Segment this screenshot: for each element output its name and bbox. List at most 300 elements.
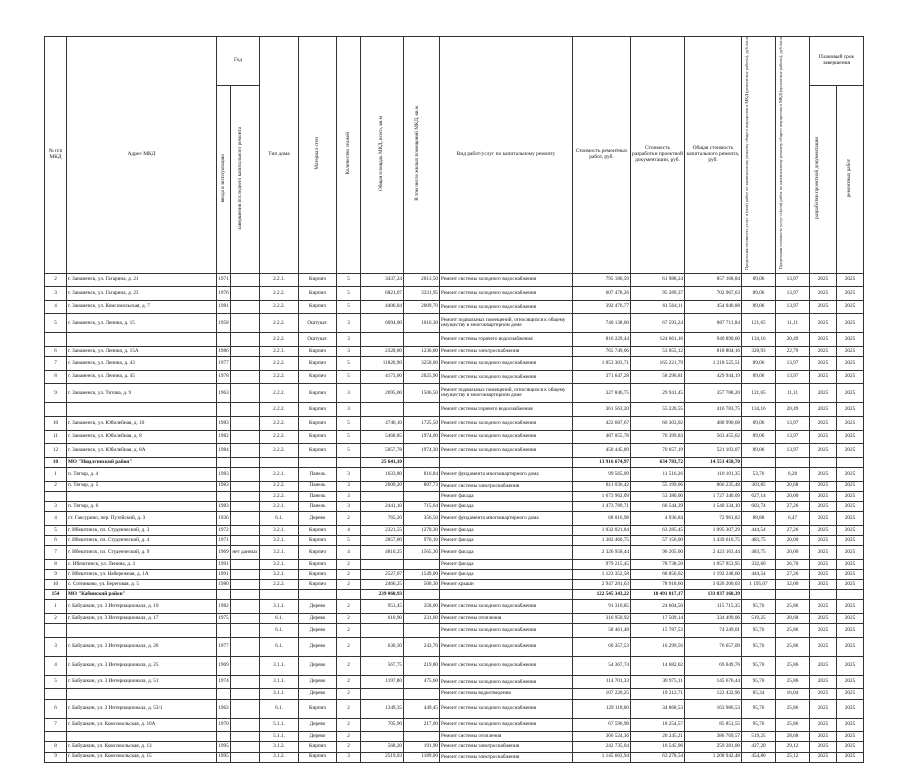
cell-floors: 2 — [337, 656, 361, 675]
cell-total-area: 2466,25 — [361, 580, 404, 590]
cell-term-design: 2025 — [810, 689, 837, 699]
cell-limit-design: 13,97 — [776, 300, 810, 314]
table-row — [45, 430, 864, 444]
cell-residential-area — [404, 491, 440, 501]
cell-address — [67, 403, 217, 417]
cell-floors: 5 — [337, 417, 361, 431]
header-limit-cost-design: Предельная стоимость услуг и (или) работ по капитальному ремонту общего имущества в МКД (проектные работы), руб./кв.м — [776, 37, 810, 274]
cell-repair-cost: 811 036,42 — [573, 481, 631, 491]
cell-limit-repair: 303,85 — [742, 481, 776, 491]
cell-floors: 3 — [337, 501, 361, 511]
cell-house-type: 3.1.1. — [260, 600, 299, 614]
cell-residential-area: 1549,00 — [404, 569, 440, 579]
cell-limit-design: 11,11 — [776, 314, 810, 333]
cell-address: г. Заиаменск, ул. Комсомольская, д. 7 — [67, 300, 217, 314]
cell-residential-area — [404, 559, 440, 569]
cell-total-area: 5468,85 — [361, 430, 404, 444]
cell-term-repair: 2025 — [837, 525, 864, 535]
cell-floors: 3 — [337, 403, 361, 417]
cell-num: 3 — [45, 501, 67, 511]
cell-limit-design: 6,28 — [776, 467, 810, 481]
cell-design-cost: 68 856,02 — [631, 569, 685, 579]
cell-address: г. Бабушкин, ул. 3 Интернационала, д. 17 — [67, 614, 217, 624]
cell-term-design: 2025 — [810, 580, 837, 590]
cell-design-cost: 58 296,81 — [631, 370, 685, 384]
cell-year-commission — [217, 403, 231, 417]
cell-address: г. Заиаменск, ул. Гагарина, д. 23 — [67, 287, 217, 301]
cell-year-overhaul — [231, 535, 260, 545]
header-year-overhaul: завершения последнего капитального ремонта — [231, 86, 260, 273]
cell-address — [67, 333, 217, 347]
table-row — [45, 512, 864, 526]
cell-limit-repair: 332,60 — [742, 559, 776, 569]
cell-term-design: 2025 — [810, 300, 837, 314]
cell-total-area: 705,90 — [361, 718, 404, 732]
header-residential-area: В том числе жилых помещений МКД, кв.м — [404, 37, 440, 274]
cell-wall-material: Дерево — [299, 637, 337, 656]
cell-limit-design: 13,97 — [776, 430, 810, 444]
cell-limit-design: 27,26 — [776, 501, 810, 511]
cell-wall-material — [299, 590, 337, 600]
cell-limit-design: 25,12 — [776, 752, 810, 762]
cell-term-repair: 2025 — [837, 624, 864, 638]
cell-term-design: 2025 — [810, 501, 837, 511]
table-row — [45, 742, 864, 752]
table-row — [45, 614, 864, 624]
cell-term-repair: 2025 — [837, 656, 864, 675]
cell-total-cost: 74 249,01 — [685, 624, 742, 638]
cell-address — [67, 491, 217, 501]
cell-year-overhaul — [231, 467, 260, 481]
cell-year-commission — [217, 624, 231, 638]
cell-year-commission: 1976 — [217, 287, 231, 301]
cell-num: 9 — [45, 569, 67, 579]
cell-num: 8 — [45, 370, 67, 384]
cell-term-repair: 2025 — [837, 637, 864, 656]
cell-work-type: Ремонт системы электроснабжения — [440, 752, 573, 762]
cell-total-cost: 163 986,53 — [685, 699, 742, 718]
cell-total-area — [361, 333, 404, 347]
cell-term-repair: 2025 — [837, 614, 864, 624]
cell-design-cost: 4 936,84 — [631, 512, 685, 526]
cell-residential-area — [404, 624, 440, 638]
cell-house-type: 2.2.2. — [260, 403, 299, 417]
cell-repair-cost: 366 524,36 — [573, 732, 631, 742]
cell-floors: 5 — [337, 300, 361, 314]
cell-floors: 2 — [337, 614, 361, 624]
cell-total-area: 2527,07 — [361, 569, 404, 579]
cell-floors: 3 — [337, 333, 361, 347]
cell-year-commission: 1971 — [217, 535, 231, 545]
cell-year-commission: 1936 — [217, 512, 231, 526]
cell-year-commission: 1995 — [217, 752, 231, 762]
cell-wall-material: Кирпич — [299, 287, 337, 301]
cell-work-type: Ремонт подвальных помещений, относящихся к общему имуществу в многоквартирном доме — [440, 384, 573, 403]
cell-house-type: 2.2.2. — [260, 370, 299, 384]
cell-floors: 5 — [337, 430, 361, 444]
cell-floors: 5 — [337, 273, 361, 287]
cell-floors: 3 — [337, 481, 361, 491]
cell-limit-repair: 95,76 — [742, 699, 776, 718]
cell-repair-cost: 765 749,06 — [573, 347, 631, 357]
cell-wall-material: Дерево — [299, 718, 337, 732]
cell-total-cost: 110 101,35 — [685, 467, 742, 481]
cell-repair-cost: 979 215,45 — [573, 559, 631, 569]
cell-residential-area: 1270,30 — [404, 525, 440, 535]
cell-term-repair: 2025 — [837, 580, 864, 590]
cell-repair-cost: 99 565,09 — [573, 467, 631, 481]
cell-limit-repair: 95,76 — [742, 718, 776, 732]
cell-total-cost: 563 455,62 — [685, 430, 742, 444]
cell-floors: 2 — [337, 718, 361, 732]
cell-design-cost: 78 918,60 — [631, 580, 685, 590]
cell-num: 1 — [45, 467, 67, 481]
cell-design-cost: 20 245,21 — [631, 732, 685, 742]
cell-term-repair: 2025 — [837, 417, 864, 431]
cell-year-commission: 1962 — [217, 699, 231, 718]
header-year-group: Год — [217, 37, 260, 86]
cell-limit-repair: 95,76 — [742, 624, 776, 638]
cell-repair-cost: 54 367,74 — [573, 656, 631, 675]
cell-work-type: Ремонт фасада — [440, 501, 573, 511]
cell-design-cost: 66 544,39 — [631, 501, 685, 511]
cell-address: г. Бабушкин, ул. Комсомольская, д. 10А — [67, 718, 217, 732]
cell-total-area: 5057,78 — [361, 444, 404, 458]
cell-repair-cost: 1 032 021,84 — [573, 525, 631, 535]
cell-residential-area: 1189,00 — [404, 752, 440, 762]
cell-residential-area: 217,00 — [404, 718, 440, 732]
cell-house-type: 6.1. — [260, 624, 299, 638]
cell-design-cost: 15 787,53 — [631, 624, 685, 638]
cell-design-cost: 55 199,06 — [631, 481, 685, 491]
cell-work-type: Ремонт системы холодного водоснабжения — [440, 357, 573, 371]
cell-term-design: 2025 — [810, 600, 837, 614]
cell-house-type: 3.1.1. — [260, 656, 299, 675]
cell-house-type: 3.2.1. — [260, 569, 299, 579]
cell-design-cost: 76 399,83 — [631, 430, 685, 444]
cell-num: 4 — [45, 512, 67, 526]
cell-design-cost: 95 289,37 — [631, 287, 685, 301]
cell-total-cost: 702 967,63 — [685, 287, 742, 301]
cell-year-overhaul: нет данных — [231, 546, 260, 560]
cell-wall-material: Панель — [299, 481, 337, 491]
cell-total-area — [361, 559, 404, 569]
cell-limit-repair: 444,54 — [742, 525, 776, 535]
cell-limit-design: 25,86 — [776, 718, 810, 732]
table-row — [45, 481, 864, 491]
cell-repair-cost: 795 180,59 — [573, 273, 631, 287]
cell-num: 3 — [45, 287, 67, 301]
cell-address: г. Заиаменск, ул. Ленина, д. 15А — [67, 347, 217, 357]
header-wall-material: Материал стен — [299, 37, 337, 274]
cell-wall-material: Кирпич — [299, 347, 337, 357]
cell-house-type: 2.2.1. — [260, 467, 299, 481]
cell-year-overhaul — [231, 357, 260, 371]
cell-limit-repair: 85,34 — [742, 689, 776, 699]
cell-term-design: 2025 — [810, 569, 837, 579]
cell-term-design: 2025 — [810, 732, 837, 742]
cell-wall-material: Кирпич — [299, 273, 337, 287]
cell-address: г. Заиаменск, ул. Юбилейная, д. 10 — [67, 417, 217, 431]
cell-total-area — [361, 403, 404, 417]
cell-design-cost: 53 380,00 — [631, 491, 685, 501]
cell-residential-area: 2025,90 — [404, 370, 440, 384]
header-design-cost: Стоимость разработки проектной документации, руб. — [631, 37, 685, 274]
cell-term-design: 2025 — [810, 417, 837, 431]
cell-wall-material: Кирпич — [299, 569, 337, 579]
cell-work-type: Ремонт системы электроснабжения — [440, 347, 573, 357]
cell-year-overhaul — [231, 569, 260, 579]
cell-residential-area: 356,50 — [404, 512, 440, 526]
cell-limit-design — [776, 590, 810, 600]
cell-limit-repair — [742, 590, 776, 600]
cell-address: п. Тягзар, д. 5 — [67, 481, 217, 491]
cell-house-type: 3.2.1. — [260, 535, 299, 545]
cell-limit-design: 25,86 — [776, 600, 810, 614]
cell-total-cost: 940 890,60 — [685, 333, 742, 347]
cell-total-area: 2328,00 — [361, 347, 404, 357]
cell-limit-design: 20,68 — [776, 481, 810, 491]
header-total-cost: Общая стоимость капитального ремонта, руб. — [685, 37, 742, 274]
table-row — [45, 525, 864, 535]
cell-design-cost: 29 941,45 — [631, 384, 685, 403]
cell-num — [45, 624, 67, 638]
cell-address: г. Заиаменск, ул. Титова, д. 9 — [67, 384, 217, 403]
cell-num — [45, 732, 67, 742]
cell-residential-area — [404, 333, 440, 347]
cell-house-type: 2.2.2. — [260, 481, 299, 491]
cell-address: ст. Гаксурино, пер. Путейский, д. 3 — [67, 512, 217, 526]
cell-num — [45, 403, 67, 417]
cell-floors: 2 — [337, 689, 361, 699]
cell-address: п. Тягзар, д. 4 — [67, 467, 217, 481]
cell-work-type: Ремонт системы холодного водоснабжения — [440, 675, 573, 689]
table-row — [45, 637, 864, 656]
cell-floors — [337, 457, 361, 467]
cell-term-design: 2025 — [810, 637, 837, 656]
cell-limit-design: 20,00 — [776, 491, 810, 501]
cell-total-cost: 386 769,57 — [685, 732, 742, 742]
cell-total-area: 3437,24 — [361, 273, 404, 287]
cell-house-type: 3.1.2. — [260, 752, 299, 762]
cell-wall-material: Кирпич — [299, 742, 337, 752]
cell-residential-area: 1506,50 — [404, 384, 440, 403]
table-row — [45, 467, 864, 481]
cell-total-cost: 1 192 248,60 — [685, 569, 742, 579]
cell-residential-area: 500,30 — [404, 580, 440, 590]
header-limit-cost-repair: Предельная стоимость услуг и (или) работ по капитальному ремонту общего имущества в МКД (ремонтные работы), руб./кв.м — [742, 37, 776, 274]
cell-limit-design: 11,11 — [776, 384, 810, 403]
cell-design-cost: 70 657,19 — [631, 444, 685, 458]
cell-total-area: 4406,84 — [361, 300, 404, 314]
cell-total-area: 11826,90 — [361, 357, 404, 371]
cell-repair-cost: 1 382 460,75 — [573, 535, 631, 545]
cell-design-cost: 19 212,71 — [631, 689, 685, 699]
cell-design-cost: 24 604,50 — [631, 600, 685, 614]
cell-num: 2 — [45, 481, 67, 491]
cell-limit-design: 25,86 — [776, 624, 810, 638]
cell-repair-cost: 60 357,53 — [573, 637, 631, 656]
cell-wall-material: Кирпич — [299, 699, 337, 718]
cell-year-overhaul — [231, 559, 260, 569]
cell-term-repair: 2025 — [837, 333, 864, 347]
cell-residential-area: 1565,30 — [404, 546, 440, 560]
cell-limit-design: 13,97 — [776, 287, 810, 301]
cell-term-repair: 2025 — [837, 699, 864, 718]
table-row — [45, 675, 864, 689]
cell-total-area — [361, 732, 404, 742]
cell-term-design: 2025 — [810, 675, 837, 689]
cell-wall-material: Кирпич — [299, 752, 337, 762]
cell-term-repair: 2025 — [837, 287, 864, 301]
cell-residential-area: 219,80 — [404, 656, 440, 675]
cell-term-design: 2025 — [810, 752, 837, 762]
cell-limit-design: 13,97 — [776, 273, 810, 287]
cell-num: 3 — [45, 637, 67, 656]
cell-term-repair: 2025 — [837, 600, 864, 614]
cell-residential-area — [404, 590, 440, 600]
cell-repair-cost: 371 647,28 — [573, 370, 631, 384]
cell-term-repair: 2025 — [837, 546, 864, 560]
cell-house-type: 2.2.2. — [260, 384, 299, 403]
cell-year-overhaul — [231, 512, 260, 526]
cell-wall-material: Дерево — [299, 675, 337, 689]
cell-num: 7 — [45, 546, 67, 560]
cell-residential-area: 1725,50 — [404, 417, 440, 431]
cell-floors — [337, 590, 361, 600]
cell-address: г. Заиаменск, ул. Ленина, д. 15 — [67, 314, 217, 333]
cell-limit-repair: 89,06 — [742, 430, 776, 444]
cell-limit-repair: 427,20 — [742, 742, 776, 752]
cell-term-repair: 2025 — [837, 675, 864, 689]
cell-limit-design: 22,79 — [776, 347, 810, 357]
cell-wall-material: Дерево — [299, 732, 337, 742]
table-row — [45, 347, 864, 357]
cell-year-overhaul — [231, 457, 260, 467]
header-total-area: Общая площадь МКД, всего, кв.м — [361, 37, 404, 274]
cell-address: г. Бабушкин, ул. 3 Интернационала, д. 53/1 — [67, 699, 217, 718]
cell-address: МО "Нюдлгинский район" — [67, 457, 217, 467]
cell-limit-design: 28,68 — [776, 732, 810, 742]
cell-house-type: 2.2.2. — [260, 287, 299, 301]
cell-total-area — [361, 491, 404, 501]
cell-total-area: 1197,80 — [361, 675, 404, 689]
header-planned-term: Плановый срок завершения — [810, 37, 864, 86]
cell-limit-repair: 88,88 — [742, 512, 776, 526]
table-row — [45, 370, 864, 384]
cell-residential-area: 358,00 — [404, 600, 440, 614]
cell-term-repair: 2025 — [837, 512, 864, 526]
cell-repair-cost: 487 055,78 — [573, 430, 631, 444]
cell-term-repair: 2025 — [837, 430, 864, 444]
cell-work-type — [440, 590, 573, 600]
cell-num: 10 — [45, 417, 67, 431]
cell-work-type: Ремонт системы отопления — [440, 614, 573, 624]
cell-total-area: 1349,35 — [361, 699, 404, 718]
cell-design-cost: 63 278,54 — [631, 752, 685, 762]
cell-term-repair: 2025 — [837, 403, 864, 417]
cell-year-overhaul — [231, 370, 260, 384]
cell-limit-design: 25,86 — [776, 699, 810, 718]
cell-floors: 5 — [337, 357, 361, 371]
cell-num: 10 — [45, 457, 67, 467]
cell-total-cost: 1 439 616,75 — [685, 535, 742, 545]
cell-limit-design: 25,86 — [776, 656, 810, 675]
cell-house-type: 6.1. — [260, 637, 299, 656]
cell-address: г. Заиаменск, ул. Юбилейная, д. 8А — [67, 444, 217, 458]
cell-year-overhaul — [231, 637, 260, 656]
cell-year-overhaul — [231, 481, 260, 491]
cell-term-design: 2025 — [810, 444, 837, 458]
cell-total-area: 4746,10 — [361, 417, 404, 431]
cell-wall-material: Кирпич — [299, 535, 337, 545]
header-work-type: Вид работ/услуг по капитальному ремонту — [440, 37, 573, 274]
cell-repair-cost: 1 673 962,09 — [573, 491, 631, 501]
cell-total-cost: 454 040,88 — [685, 300, 742, 314]
cell-total-area: 2609,20 — [361, 481, 404, 491]
cell-floors: 2 — [337, 569, 361, 579]
cell-repair-cost: 107 220,25 — [573, 689, 631, 699]
cell-total-cost: 85 851,55 — [685, 718, 742, 732]
cell-limit-design: 13,97 — [776, 370, 810, 384]
cell-limit-repair: 328,93 — [742, 347, 776, 357]
cell-total-cost: 416 783,75 — [685, 403, 742, 417]
cell-year-commission — [217, 457, 231, 467]
cell-limit-design: 20,00 — [776, 546, 810, 560]
cell-repair-cost: 242 735,04 — [573, 742, 631, 752]
capital-repair-register — [44, 36, 859, 763]
cell-term-repair: 2025 — [837, 314, 864, 333]
cell-repair-cost: 67 596,98 — [573, 718, 631, 732]
cell-design-cost: 61 988,24 — [631, 273, 685, 287]
cell-wall-material: Кирпич — [299, 370, 337, 384]
cell-repair-cost: 13 916 674,97 — [573, 457, 631, 467]
cell-total-area: 2441,10 — [361, 501, 404, 511]
cell-limit-design: 32,00 — [776, 580, 810, 590]
cell-total-area: 951,45 — [361, 600, 404, 614]
cell-repair-cost: 1 053 303,71 — [573, 357, 631, 371]
cell-total-area: 239 060,93 — [361, 590, 404, 600]
cell-total-cost: 133 037 160,39 — [685, 590, 742, 600]
cell-total-cost: 1 095 307,29 — [685, 525, 742, 535]
cell-limit-repair: 89,06 — [742, 300, 776, 314]
cell-house-type — [260, 457, 299, 467]
cell-house-type: 3.1.1. — [260, 689, 299, 699]
cell-residential-area: 3250,00 — [404, 357, 440, 371]
cell-num: 154 — [45, 590, 67, 600]
cell-total-area: 610,90 — [361, 614, 404, 624]
cell-year-commission: 1972 — [217, 525, 231, 535]
cell-limit-design: 20,00 — [776, 535, 810, 545]
cell-floors: 2 — [337, 675, 361, 689]
table-row — [45, 444, 864, 458]
cell-work-type: Ремонт системы холодного водоснабжения — [440, 444, 573, 458]
table-row — [45, 624, 864, 638]
cell-year-overhaul — [231, 417, 260, 431]
cell-address — [67, 732, 217, 742]
cell-term-design: 2025 — [810, 430, 837, 444]
cell-residential-area: 970,10 — [404, 535, 440, 545]
cell-total-area: 6821,07 — [361, 287, 404, 301]
cell-num: 6 — [45, 347, 67, 357]
cell-num: 9 — [45, 752, 67, 762]
cell-floors: 2 — [337, 732, 361, 742]
cell-limit-design: 20,49 — [776, 403, 810, 417]
cell-num: 10 — [45, 580, 67, 590]
cell-design-cost: 78 738,50 — [631, 559, 685, 569]
cell-year-commission: 1982 — [217, 600, 231, 614]
cell-num: 5 — [45, 675, 67, 689]
